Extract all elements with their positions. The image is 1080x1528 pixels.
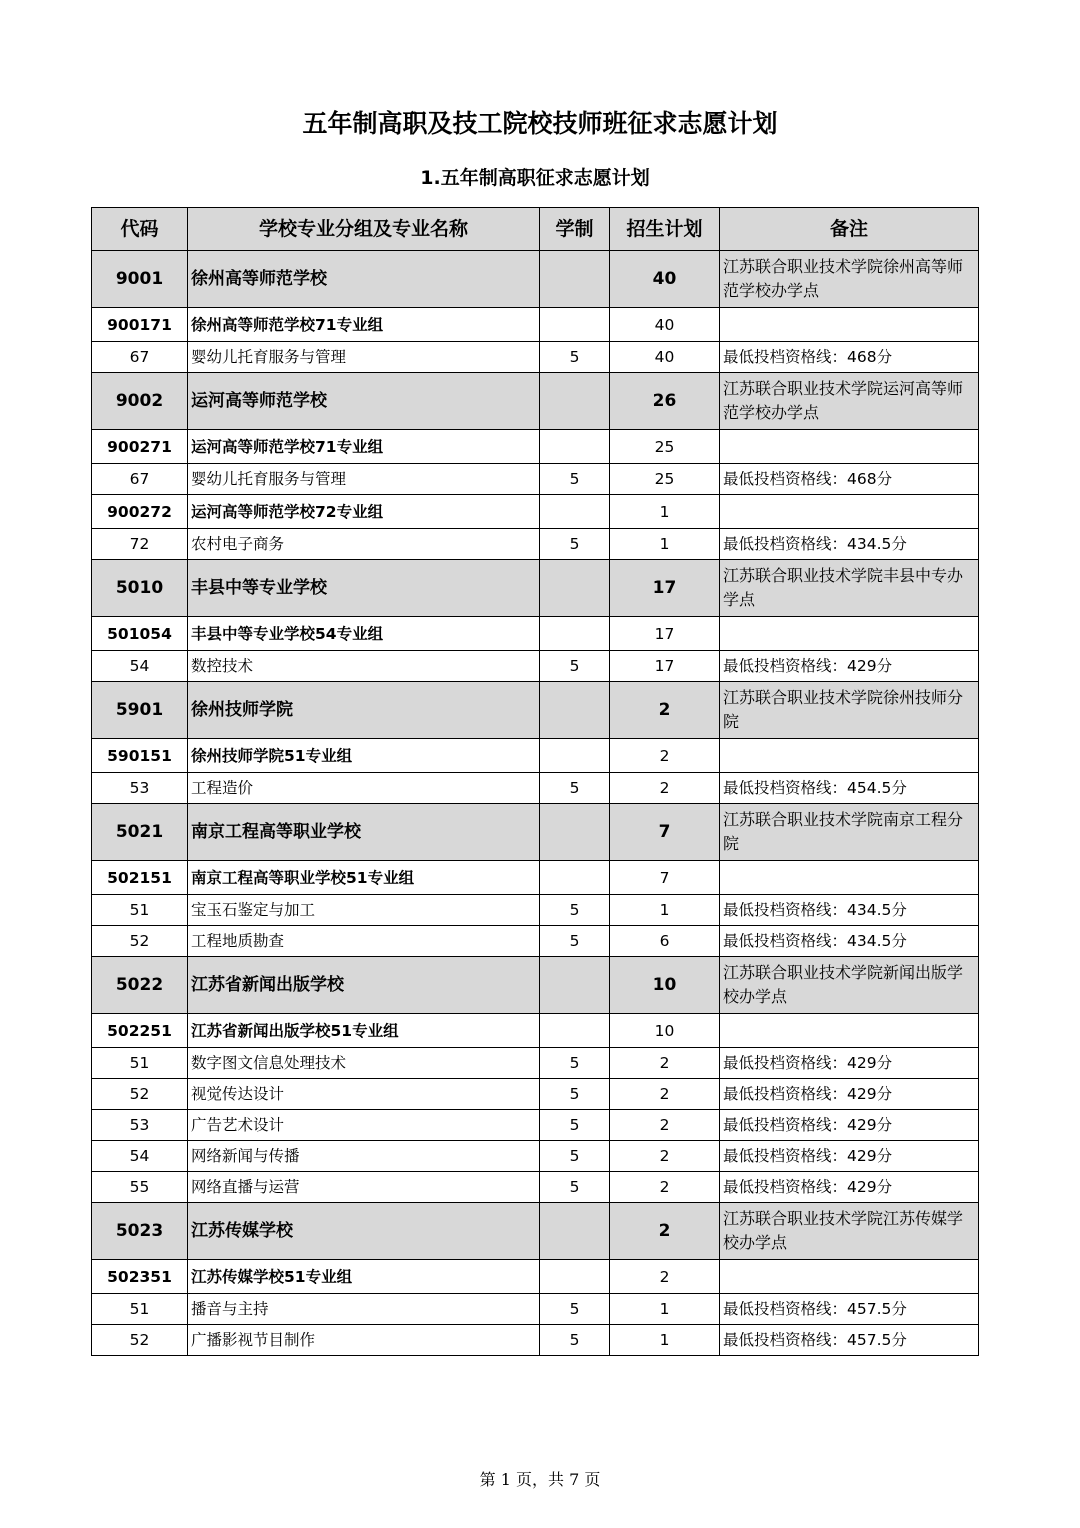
name-cell: 网络直播与运营 (188, 1172, 540, 1203)
code-cell: 51 (92, 1294, 188, 1325)
table-body (92, 251, 979, 1356)
name-cell: 广播影视节目制作 (188, 1325, 540, 1356)
major-row (92, 1048, 979, 1079)
column-header-name: 学校专业分组及专业名称 (188, 208, 540, 251)
plan-cell: 25 (610, 464, 720, 495)
name-cell: 视觉传达设计 (188, 1079, 540, 1110)
name-cell: 运河高等师范学校72专业组 (188, 495, 540, 529)
major-row (92, 1325, 979, 1356)
note-cell: 江苏联合职业技术学院新闻出版学校办学点 (720, 957, 979, 1014)
years-cell: 5 (540, 1325, 610, 1356)
note-cell: 最低投档资格线：454.5分 (720, 773, 979, 804)
group-row (92, 617, 979, 651)
note-cell: 江苏联合职业技术学院徐州高等师范学校办学点 (720, 251, 979, 308)
name-cell: 宝玉石鉴定与加工 (188, 895, 540, 926)
major-row (92, 1110, 979, 1141)
note-cell: 最低投档资格线：429分 (720, 1048, 979, 1079)
years-cell: 5 (540, 464, 610, 495)
plan-cell: 40 (610, 342, 720, 373)
major-row (92, 895, 979, 926)
plan-cell: 7 (610, 861, 720, 895)
plan-cell: 2 (610, 773, 720, 804)
plan-cell: 10 (610, 1014, 720, 1048)
years-cell (540, 957, 610, 1014)
plan-cell: 40 (610, 308, 720, 342)
years-cell (540, 308, 610, 342)
note-cell (720, 1014, 979, 1048)
years-cell: 5 (540, 1141, 610, 1172)
code-cell: 55 (92, 1172, 188, 1203)
note-cell: 最低投档资格线：468分 (720, 464, 979, 495)
code-cell: 52 (92, 1079, 188, 1110)
code-cell: 502351 (92, 1260, 188, 1294)
name-cell: 工程造价 (188, 773, 540, 804)
name-cell: 徐州技师学院51专业组 (188, 739, 540, 773)
name-cell: 江苏传媒学校51专业组 (188, 1260, 540, 1294)
plan-cell: 1 (610, 895, 720, 926)
years-cell (540, 1260, 610, 1294)
code-cell: 590151 (92, 739, 188, 773)
years-cell: 5 (540, 895, 610, 926)
plan-cell: 2 (610, 682, 720, 739)
name-cell: 网络新闻与传播 (188, 1141, 540, 1172)
years-cell (540, 430, 610, 464)
name-cell: 徐州高等师范学校71专业组 (188, 308, 540, 342)
group-row (92, 430, 979, 464)
code-cell: 52 (92, 926, 188, 957)
section-subtitle: 1.五年制高职征求志愿计划 (420, 167, 650, 189)
note-cell: 最低投档资格线：429分 (720, 1141, 979, 1172)
note-cell: 最低投档资格线：434.5分 (720, 529, 979, 560)
code-cell: 53 (92, 1110, 188, 1141)
school-row (92, 373, 979, 430)
note-cell: 江苏联合职业技术学院南京工程分院 (720, 804, 979, 861)
note-cell: 最低投档资格线：429分 (720, 1079, 979, 1110)
note-cell: 江苏联合职业技术学院丰县中专办学点 (720, 560, 979, 617)
major-row (92, 464, 979, 495)
plan-cell: 40 (610, 251, 720, 308)
plan-cell: 2 (610, 1260, 720, 1294)
code-cell: 5023 (92, 1203, 188, 1260)
plan-cell: 2 (610, 1048, 720, 1079)
name-cell: 徐州高等师范学校 (188, 251, 540, 308)
note-cell: 最低投档资格线：434.5分 (720, 926, 979, 957)
school-row (92, 560, 979, 617)
note-cell (720, 739, 979, 773)
plan-cell: 1 (610, 495, 720, 529)
column-header-years: 学制 (540, 208, 610, 251)
name-cell: 婴幼儿托育服务与管理 (188, 342, 540, 373)
major-row (92, 651, 979, 682)
note-cell: 最低投档资格线：429分 (720, 651, 979, 682)
name-cell: 婴幼儿托育服务与管理 (188, 464, 540, 495)
school-row (92, 251, 979, 308)
years-cell: 5 (540, 529, 610, 560)
note-cell (720, 430, 979, 464)
group-row (92, 1260, 979, 1294)
plan-cell: 10 (610, 957, 720, 1014)
years-cell (540, 251, 610, 308)
years-cell (540, 495, 610, 529)
code-cell: 53 (92, 773, 188, 804)
plan-cell: 6 (610, 926, 720, 957)
column-header-code: 代码 (92, 208, 188, 251)
code-cell: 54 (92, 651, 188, 682)
plan-cell: 2 (610, 1172, 720, 1203)
name-cell: 农村电子商务 (188, 529, 540, 560)
code-cell: 900271 (92, 430, 188, 464)
code-cell: 5021 (92, 804, 188, 861)
major-row (92, 1141, 979, 1172)
school-row (92, 682, 979, 739)
plan-cell: 1 (610, 1294, 720, 1325)
years-cell: 5 (540, 1110, 610, 1141)
years-cell: 5 (540, 1294, 610, 1325)
note-cell: 江苏联合职业技术学院江苏传媒学校办学点 (720, 1203, 979, 1260)
name-cell: 江苏传媒学校 (188, 1203, 540, 1260)
years-cell: 5 (540, 1172, 610, 1203)
code-cell: 900171 (92, 308, 188, 342)
column-header-plan: 招生计划 (610, 208, 720, 251)
group-row (92, 308, 979, 342)
note-cell: 最低投档资格线：434.5分 (720, 895, 979, 926)
plan-cell: 1 (610, 1325, 720, 1356)
code-cell: 72 (92, 529, 188, 560)
code-cell: 501054 (92, 617, 188, 651)
code-cell: 900272 (92, 495, 188, 529)
major-row (92, 342, 979, 373)
note-cell (720, 308, 979, 342)
plan-cell: 2 (610, 1110, 720, 1141)
plan-cell: 2 (610, 1141, 720, 1172)
code-cell: 9002 (92, 373, 188, 430)
plan-cell: 2 (610, 1203, 720, 1260)
years-cell: 5 (540, 342, 610, 373)
note-cell: 江苏联合职业技术学院徐州技师分院 (720, 682, 979, 739)
note-cell: 最低投档资格线：429分 (720, 1110, 979, 1141)
group-row (92, 1014, 979, 1048)
school-row (92, 804, 979, 861)
note-cell: 江苏联合职业技术学院运河高等师范学校办学点 (720, 373, 979, 430)
years-cell (540, 1203, 610, 1260)
note-cell: 最低投档资格线：457.5分 (720, 1325, 979, 1356)
years-cell (540, 560, 610, 617)
code-cell: 54 (92, 1141, 188, 1172)
plan-cell: 17 (610, 560, 720, 617)
plan-cell: 17 (610, 617, 720, 651)
plan-cell: 7 (610, 804, 720, 861)
code-cell: 51 (92, 1048, 188, 1079)
plan-cell: 26 (610, 373, 720, 430)
code-cell: 9001 (92, 251, 188, 308)
years-cell: 5 (540, 773, 610, 804)
name-cell: 播音与主持 (188, 1294, 540, 1325)
group-row (92, 861, 979, 895)
code-cell: 5901 (92, 682, 188, 739)
name-cell: 南京工程高等职业学校51专业组 (188, 861, 540, 895)
years-cell (540, 804, 610, 861)
name-cell: 运河高等师范学校71专业组 (188, 430, 540, 464)
name-cell: 徐州技师学院 (188, 682, 540, 739)
group-row (92, 495, 979, 529)
note-cell: 最低投档资格线：429分 (720, 1172, 979, 1203)
note-cell: 最低投档资格线：457.5分 (720, 1294, 979, 1325)
plan-cell: 25 (610, 430, 720, 464)
major-row (92, 773, 979, 804)
code-cell: 502151 (92, 861, 188, 895)
years-cell (540, 682, 610, 739)
document-title: 五年制高职及技工院校技师班征求志愿计划 (302, 109, 778, 138)
major-row (92, 529, 979, 560)
years-cell: 5 (540, 651, 610, 682)
note-cell (720, 617, 979, 651)
plan-cell: 1 (610, 529, 720, 560)
plan-cell: 2 (610, 739, 720, 773)
name-cell: 数字图文信息处理技术 (188, 1048, 540, 1079)
name-cell: 江苏省新闻出版学校51专业组 (188, 1014, 540, 1048)
years-cell: 5 (540, 926, 610, 957)
note-cell (720, 495, 979, 529)
major-row (92, 1079, 979, 1110)
years-cell (540, 617, 610, 651)
plan-cell: 2 (610, 1079, 720, 1110)
note-cell (720, 861, 979, 895)
major-row (92, 1172, 979, 1203)
years-cell (540, 861, 610, 895)
school-row (92, 1203, 979, 1260)
plan-cell: 17 (610, 651, 720, 682)
group-row (92, 739, 979, 773)
name-cell: 工程地质勘查 (188, 926, 540, 957)
note-cell (720, 1260, 979, 1294)
code-cell: 52 (92, 1325, 188, 1356)
code-cell: 5022 (92, 957, 188, 1014)
years-cell (540, 739, 610, 773)
years-cell: 5 (540, 1048, 610, 1079)
code-cell: 5010 (92, 560, 188, 617)
page-footer: 第 1 页，共 7 页 (479, 1470, 601, 1489)
table-header-row (92, 208, 979, 251)
code-cell: 67 (92, 342, 188, 373)
name-cell: 南京工程高等职业学校 (188, 804, 540, 861)
note-cell: 最低投档资格线：468分 (720, 342, 979, 373)
major-row (92, 926, 979, 957)
column-header-note: 备注 (720, 208, 979, 251)
code-cell: 502251 (92, 1014, 188, 1048)
name-cell: 江苏省新闻出版学校 (188, 957, 540, 1014)
major-row (92, 1294, 979, 1325)
years-cell: 5 (540, 1079, 610, 1110)
enrollment-plan-table (91, 207, 979, 1356)
name-cell: 数控技术 (188, 651, 540, 682)
school-row (92, 957, 979, 1014)
name-cell: 广告艺术设计 (188, 1110, 540, 1141)
years-cell (540, 373, 610, 430)
code-cell: 51 (92, 895, 188, 926)
years-cell (540, 1014, 610, 1048)
name-cell: 运河高等师范学校 (188, 373, 540, 430)
name-cell: 丰县中等专业学校54专业组 (188, 617, 540, 651)
name-cell: 丰县中等专业学校 (188, 560, 540, 617)
code-cell: 67 (92, 464, 188, 495)
